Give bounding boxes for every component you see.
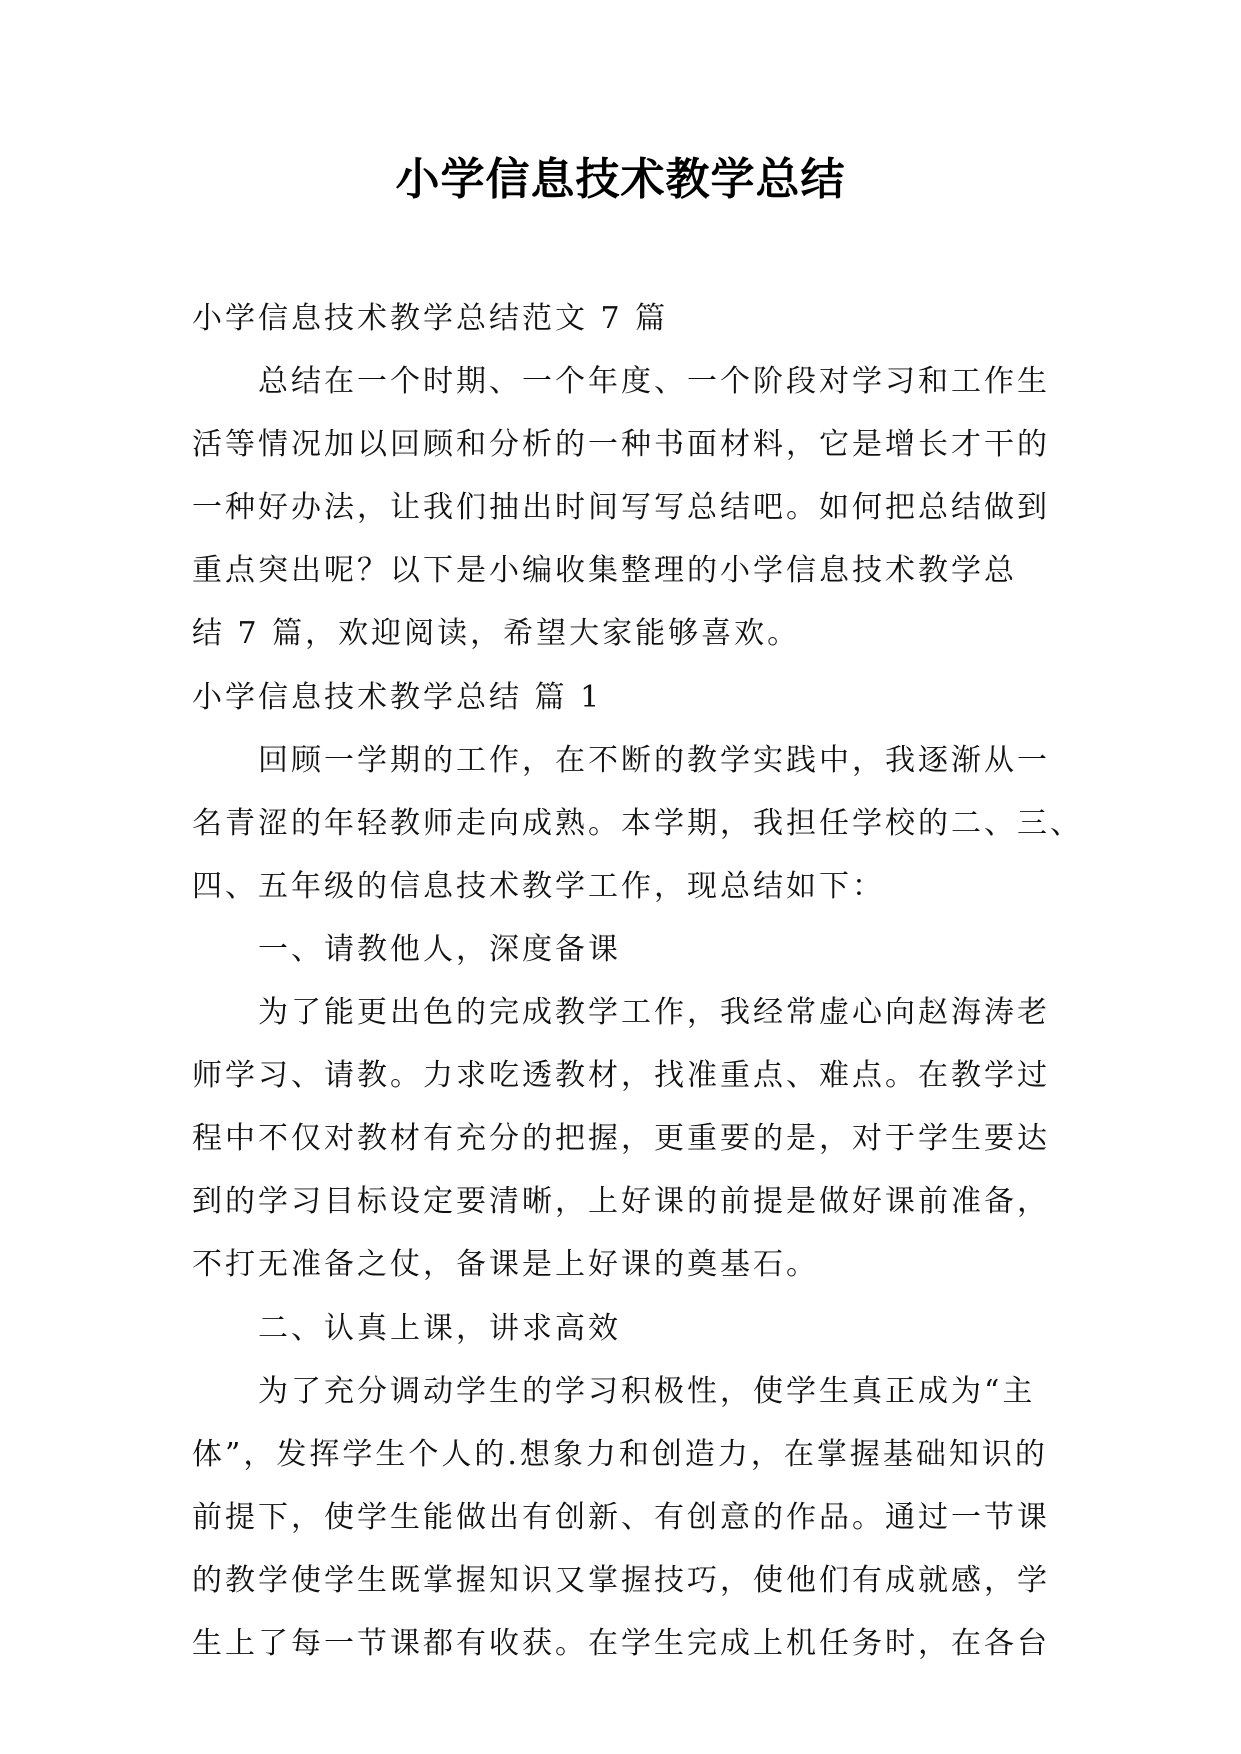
text-line: 重点突出呢？以下是小编收集整理的小学信息技术教学总 xyxy=(192,553,1017,589)
text-line: 小学信息技术教学总结 篇 1 xyxy=(192,679,603,715)
text-line: 程中不仅对教材有充分的把握，更重要的是，对于学生要达 xyxy=(192,1121,1050,1157)
text-line: 师学习、请教。力求吃透教材，找准重点、难点。在教学过 xyxy=(192,1058,1050,1094)
text-line: 一、请教他人，深度备课 xyxy=(258,931,621,967)
text-line: 的教学使学生既掌握知识又掌握技巧，使他们有成就感，学 xyxy=(192,1562,1050,1598)
text-line: 一种好办法，让我们抽出时间写写总结吧。如何把总结做到 xyxy=(192,490,1050,526)
text-line: 四、五年级的信息技术教学工作，现总结如下： xyxy=(192,868,885,904)
text-line: 小学信息技术教学总结范文 7 篇 xyxy=(192,301,669,336)
document-body xyxy=(192,287,1083,1675)
text-line: 总结在一个时期、一个年度、一个阶段对学习和工作生 xyxy=(258,364,1050,400)
text-line: 到的学习目标设定要清晰，上好课的前提是做好课前准备， xyxy=(192,1184,1050,1220)
text-line: 活等情况加以回顾和分析的一种书面材料，它是增长才干的 xyxy=(192,427,1050,463)
text-line: 二、认真上课，讲求高效 xyxy=(258,1310,621,1346)
document-title: 小学信息技术教学总结 xyxy=(395,154,846,205)
text-line: 结 7 篇，欢迎阅读，希望大家能够喜欢。 xyxy=(192,616,801,652)
text-line: 为了能更出色的完成教学工作，我经常虚心向赵海涛老 xyxy=(258,995,1050,1031)
text-line: 生上了每一节课都有收获。在学生完成上机任务时，在各台 xyxy=(192,1625,1050,1661)
text-line: 为了充分调动学生的学习积极性，使学生真正成为“主 xyxy=(258,1373,1036,1409)
text-line: 名青涩的年轻教师走向成熟。本学期，我担任学校的二、三、 xyxy=(192,805,1083,841)
text-line: 回顾一学期的工作，在不断的教学实践中，我逐渐从一 xyxy=(258,742,1050,778)
text-line: 体”，发挥学生个人的.想象力和创造力，在掌握基础知识的 xyxy=(192,1436,1048,1472)
text-line: 前提下，使学生能做出有创新、有创意的作品。通过一节课 xyxy=(192,1499,1050,1535)
text-line: 不打无准备之仗，备课是上好课的奠基石。 xyxy=(192,1247,819,1283)
